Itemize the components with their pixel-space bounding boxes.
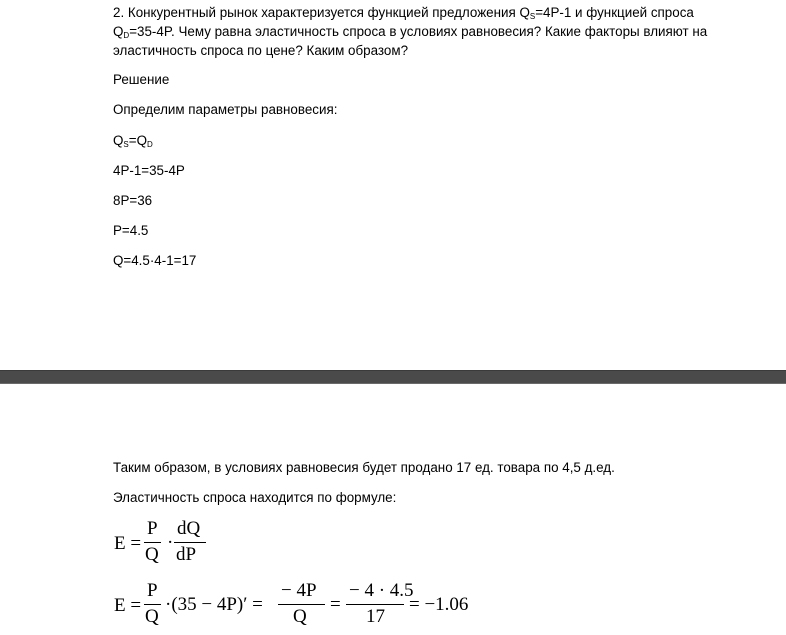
supply-subscript: S — [529, 12, 536, 21]
equation-qs-qd — [113, 132, 153, 153]
formula-2-fraction-bar-3 — [346, 604, 404, 605]
formula-1-fraction-bar-2 — [174, 542, 206, 543]
eq1-s: S — [123, 140, 129, 149]
formula-1-den2: dP — [176, 544, 197, 565]
formula-1-fraction-bar-1 — [144, 542, 161, 543]
problem-line-2-text-b: =35-4P. Чему равна эластичность спроса в условиях равновесия? Какие факторы влияют на — [129, 24, 708, 39]
problem-line-3: эластичность спроса по цене? Каким образом? — [113, 43, 409, 58]
problem-line-1-text-a: 2. Конкурентный рынок характеризуется функцией предложения Q — [113, 5, 530, 20]
formula-2-fraction-bar-1 — [144, 604, 161, 605]
formula-2-result: = −1.06 — [409, 594, 469, 615]
page-separator — [0, 370, 786, 384]
problem-line-1 — [113, 4, 694, 25]
formula-2-lhs: E = — [114, 595, 142, 616]
equation-2: 4P-1=35-4P — [113, 163, 185, 178]
solution-heading: Решение — [113, 72, 170, 87]
formula-2-eq: = — [330, 594, 341, 615]
equation-5: Q=4.5·4-1=17 — [113, 253, 197, 268]
equation-4: P=4.5 — [113, 223, 149, 238]
problem-line-1-text-b: =4P-1 и функцией спроса — [535, 5, 694, 20]
formula-2 — [113, 580, 469, 632]
problem-line-2-text-a: Q — [113, 24, 124, 39]
formula-1-num2: dQ — [177, 518, 201, 539]
equation-3: 8P=36 — [113, 193, 153, 208]
formula-1-num1: P — [147, 518, 158, 539]
formula-2-den3: 17 — [366, 606, 385, 627]
formula-2-den2: Q — [293, 606, 307, 627]
formula-2-num3: − 4 · 4.5 — [349, 580, 414, 601]
problem-line-2 — [113, 23, 707, 44]
formula-1-dot: · — [167, 532, 174, 553]
formula-2-num2: − 4P — [281, 580, 317, 601]
solution-intro: Определим параметры равновесия: — [113, 102, 338, 117]
demand-subscript: D — [123, 31, 130, 40]
formula-2-mid: ·(35 − 4P)′ = — [165, 594, 263, 615]
formula-2-fraction-bar-2 — [278, 604, 325, 605]
eq1-q1: Q — [113, 133, 124, 148]
eq1-q2: Q — [136, 133, 148, 148]
elasticity-intro: Эластичность спроса находится по формуле: — [113, 490, 397, 505]
conclusion-text: Таким образом, в условиях равновесия будет продано 17 ед. товара по 4,5 д.ед. — [113, 460, 615, 475]
formula-1-lhs: E = — [114, 533, 142, 554]
eq1-d: D — [147, 140, 153, 149]
formula-1 — [113, 520, 233, 570]
formula-2-den1: Q — [145, 606, 159, 627]
eq1-eq: = — [128, 133, 137, 148]
formula-1-den1: Q — [145, 544, 159, 565]
formula-2-num1: P — [147, 580, 158, 601]
